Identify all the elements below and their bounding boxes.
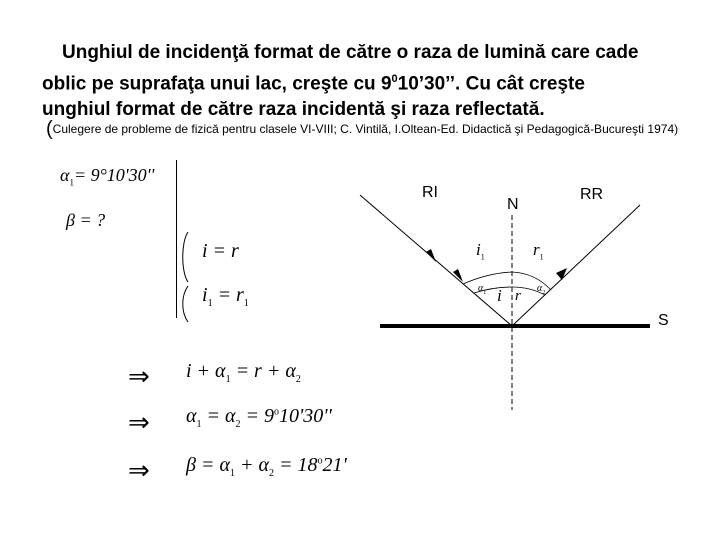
source-paren: ( (46, 118, 53, 140)
label-angle-r1-sub: 1 (539, 252, 544, 262)
problem-line-1: Unghiul de incidenţă format de către o raza de lumină care cade (62, 42, 639, 63)
incident-arrow-head-1 (426, 249, 436, 262)
label-normal: N (507, 196, 519, 213)
given-alpha1-lhs: α (60, 165, 70, 185)
step-3-c: = 18 (273, 454, 318, 476)
label-angle-alpha1 (478, 283, 486, 296)
incident-ray (360, 195, 512, 326)
problem-degree-sup: 0 (391, 73, 398, 85)
given-alpha1-sub: 1 (69, 177, 74, 188)
problem-line-3: unghiul format de către raza incidentă şi raza reflectată. (42, 99, 545, 121)
label-angle-alpha2-sub: 2 (542, 290, 546, 296)
implies-arrow-1: ⇒ (128, 362, 150, 392)
label-angle-alpha1-letter: α (478, 283, 484, 294)
label-reflected-ray: RR (580, 186, 604, 203)
label-surface: S (658, 312, 669, 329)
system-eq2-i: i (202, 284, 208, 306)
problem-line-2-b: 10’30’’. Cu cât creşte (397, 73, 585, 95)
system-eq2-mid: = r (212, 284, 244, 306)
step-2-sub1: 1 (196, 419, 202, 430)
given-beta: β = ? (66, 210, 106, 230)
label-angle-r1-letter: r (533, 240, 540, 259)
step-2-sub2: 2 (235, 419, 241, 430)
step-3-d: 21' (322, 454, 347, 476)
step-1-a: i + α (186, 360, 226, 382)
step-2-min: 10' (279, 405, 304, 427)
step-3-sup: o (317, 455, 323, 467)
step-3-a: β = α (186, 454, 230, 476)
label-angle-alpha2-letter: α (537, 283, 543, 294)
step-3-sub2: 2 (268, 468, 274, 479)
system-eq2-sub2: 1 (243, 298, 249, 309)
implies-arrow-2: ⇒ (128, 408, 150, 438)
label-angle-alpha2 (537, 283, 545, 296)
step-2-sup: o (274, 406, 279, 418)
step-2-b: = α (201, 405, 236, 427)
label-angle-alpha1-sub: 1 (483, 290, 487, 296)
label-incident-ray: RI (422, 184, 438, 201)
step-2-d: 30'' (303, 405, 332, 427)
label-angle-i: i (497, 286, 502, 305)
label-angle-i1-letter: i (476, 240, 481, 259)
step-3-sub1: 1 (229, 468, 235, 479)
given-alpha1-rhs: = 9°10'30'' (73, 165, 155, 185)
system-brace-lower (183, 286, 188, 322)
step-1-sub1: 1 (225, 374, 231, 385)
step-2-a: α (186, 405, 197, 427)
system-eq2-sub1: 1 (207, 298, 213, 309)
system-brace-upper (183, 232, 188, 282)
step-2-c: = 9 (240, 405, 274, 427)
reflected-arrow-head (556, 268, 567, 280)
source-text: Culegere de probleme de fizică pentru clasele VI-VIII; C. Vintilă, I.Oltean-Ed. Didactică şi Pedagogică-Bucureşti 1974) (52, 122, 679, 136)
system-eq1: i = r (202, 240, 239, 262)
label-angle-i1-sub: 1 (480, 252, 485, 262)
label-angle-r1 (533, 240, 544, 261)
reflected-ray (512, 205, 640, 326)
implies-arrow-3: ⇒ (128, 456, 150, 486)
angle-arc-i1 (463, 272, 512, 284)
label-angle-r: r (515, 288, 521, 304)
step-3-b: + α (234, 454, 269, 476)
problem-line-2-a: oblic pe suprafaţa unui lac, creşte cu 9 (42, 73, 392, 95)
step-1-sub2: 2 (295, 374, 301, 385)
step-1-b: = r + α (230, 360, 296, 382)
label-angle-i1 (476, 240, 485, 261)
